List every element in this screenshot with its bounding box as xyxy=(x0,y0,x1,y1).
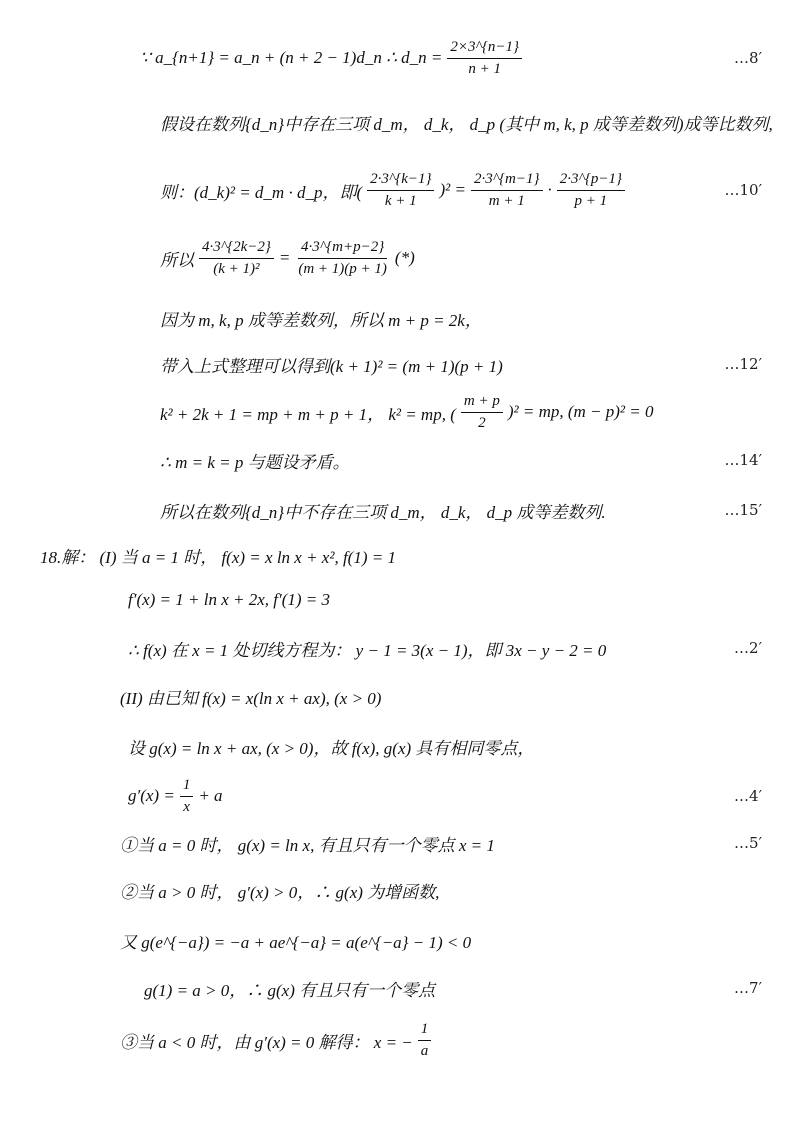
line-content xyxy=(160,392,654,433)
line-content xyxy=(160,352,503,377)
fraction-denominator: a xyxy=(420,1042,429,1059)
fraction-denominator: (m + 1)(p + 1) xyxy=(298,260,387,277)
line-content xyxy=(144,976,435,1001)
line-text: ∴ f(x) 在 x = 1 处切线方程为： y − 1 = 3(x − 1)，即 3x − y − 2 = 0 xyxy=(128,640,607,660)
fraction-denominator: p + 1 xyxy=(574,192,608,209)
line-text: · xyxy=(547,180,552,199)
line-text: 因为 m, k, p 成等差数列，所以 m + p = 2k， xyxy=(160,310,482,330)
line-text: 设 g(x) = ln x + ax, (x > 0)，故 f(x), g(x) 具有相同零点， xyxy=(128,738,535,758)
doc-line xyxy=(0,487,800,533)
fraction xyxy=(367,170,434,211)
score-mark: …5′ xyxy=(734,834,762,852)
line-content xyxy=(160,170,628,211)
line-text: )² = mp, (m − p)² = 0 xyxy=(507,402,654,421)
line-content xyxy=(160,448,350,473)
fraction-denominator: (k + 1)² xyxy=(213,260,260,277)
line-text: k² + 2k + 1 = mp + m + p + 1， k² = mp, ( xyxy=(160,404,456,424)
line-text: 假设在数列{d_n}中存在三项 d_m， d_k， d_p (其中 m, k, p 成等差数列)成等比数列, xyxy=(160,114,773,134)
line-text: (II) 由已知 f(x) = x(ln x + ax), (x > 0) xyxy=(120,688,382,708)
line-text: 所以在数列{d_n}中不存在三项 d_m， d_k， d_p 成等差数列. xyxy=(160,502,606,522)
score-mark: …8′ xyxy=(734,49,762,67)
line-content xyxy=(160,110,773,135)
doc-line xyxy=(0,773,800,819)
fraction-numerator: 4·3^{2k−2} xyxy=(199,238,274,259)
line-content xyxy=(160,498,606,523)
score-mark: …14′ xyxy=(724,451,762,469)
line-content xyxy=(40,543,396,568)
line-content xyxy=(140,38,525,79)
line-content xyxy=(120,1020,434,1061)
doc-line xyxy=(0,295,800,341)
fraction-numerator: 1 xyxy=(418,1020,432,1041)
line-text: ②当 a > 0 时， g′(x) > 0，∴ g(x) 为增函数, xyxy=(120,882,440,902)
fraction xyxy=(461,392,503,433)
line-text: 则：(d_k)² = d_m · d_p，即( xyxy=(160,182,363,202)
line-text: )² = xyxy=(439,180,466,199)
fraction xyxy=(199,238,274,279)
fraction xyxy=(180,776,194,817)
doc-line xyxy=(0,577,800,623)
fraction-denominator: 2 xyxy=(478,414,486,431)
fraction-denominator: x xyxy=(183,798,190,815)
score-mark: …4′ xyxy=(734,787,762,805)
fraction xyxy=(295,238,390,279)
line-text: = xyxy=(278,248,291,267)
doc-line xyxy=(0,167,800,213)
line-text: ①当 a = 0 时， g(x) = ln x, 有且只有一个零点 x = 1 xyxy=(120,835,495,855)
line-text: + a xyxy=(198,786,223,805)
line-content xyxy=(120,928,471,953)
doc-line xyxy=(0,437,800,483)
doc-line xyxy=(0,723,800,769)
line-content xyxy=(120,684,381,709)
score-mark: …7′ xyxy=(734,979,762,997)
fraction-numerator: 2·3^{p−1} xyxy=(557,170,625,191)
line-content xyxy=(128,636,606,661)
fraction-numerator: m + p xyxy=(461,392,503,413)
fraction-denominator: k + 1 xyxy=(384,192,417,209)
doc-line xyxy=(0,389,800,435)
doc-line xyxy=(0,820,800,866)
line-content xyxy=(120,831,495,856)
line-text: f′(x) = 1 + ln x + 2x, f′(1) = 3 xyxy=(128,590,331,609)
doc-line xyxy=(0,625,800,671)
fraction xyxy=(557,170,625,211)
line-text: ∴ m = k = p 与题设矛盾。 xyxy=(160,452,350,472)
doc-line xyxy=(0,532,800,578)
line-content xyxy=(128,776,223,817)
line-content xyxy=(120,878,439,903)
fraction-numerator: 1 xyxy=(180,776,194,797)
score-mark: …2′ xyxy=(734,639,762,657)
line-content xyxy=(160,306,482,331)
line-text: 又 g(e^{−a}) = −a + ae^{−a} = a(e^{−a} − 1) < 0 xyxy=(120,932,472,952)
line-content xyxy=(160,238,415,279)
fraction xyxy=(418,1020,432,1061)
line-content xyxy=(128,734,534,759)
fraction-numerator: 4·3^{m+p−2} xyxy=(298,238,387,259)
doc-line xyxy=(0,867,800,913)
fraction-numerator: 2·3^{m−1} xyxy=(471,170,543,191)
line-text: ③当 a < 0 时，由 g′(x) = 0 解得： x = − xyxy=(120,1032,413,1052)
line-text: g′(x) = xyxy=(128,786,175,805)
doc-line xyxy=(0,673,800,719)
fraction xyxy=(471,170,543,211)
fraction-numerator: 2×3^{n−1} xyxy=(447,38,522,59)
doc-line xyxy=(0,917,800,963)
doc-line xyxy=(0,99,800,145)
line-text: ∵ a_{n+1} = a_n + (n + 2 − 1)d_n ∴ d_n = xyxy=(140,48,443,67)
fraction-denominator: m + 1 xyxy=(488,192,525,209)
fraction-numerator: 2·3^{k−1} xyxy=(367,170,434,191)
doc-line xyxy=(0,1017,800,1063)
fraction-denominator: n + 1 xyxy=(468,60,501,77)
score-mark: …12′ xyxy=(724,355,762,373)
score-mark: …15′ xyxy=(724,501,762,519)
score-mark: …10′ xyxy=(724,181,762,199)
line-text: (*) xyxy=(394,248,415,267)
fraction xyxy=(447,38,522,79)
line-content xyxy=(128,590,330,610)
doc-line xyxy=(0,965,800,1011)
doc-line xyxy=(0,235,800,281)
line-text: 带入上式整理可以得到(k + 1)² = (m + 1)(p + 1) xyxy=(160,356,503,376)
line-text: 所以 xyxy=(160,250,194,270)
doc-line xyxy=(0,341,800,387)
line-text: 18.解： (I) 当 a = 1 时， f(x) = x ln x + x², f(1) = 1 xyxy=(40,547,396,567)
doc-line xyxy=(0,35,800,81)
line-text: g(1) = a > 0，∴ g(x) 有且只有一个零点 xyxy=(144,980,436,1000)
